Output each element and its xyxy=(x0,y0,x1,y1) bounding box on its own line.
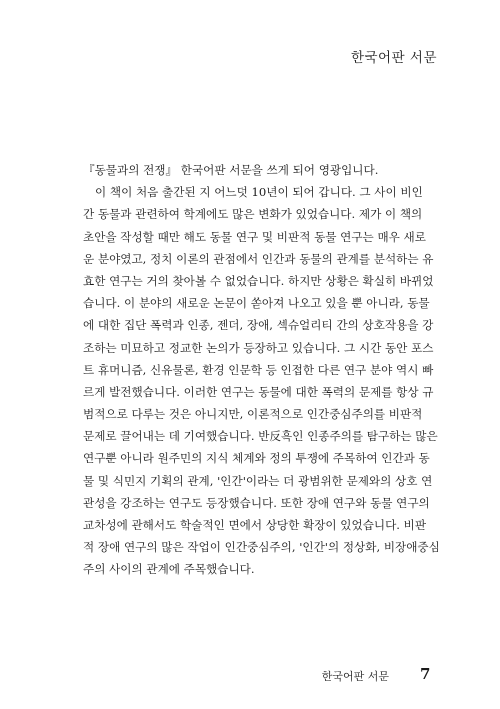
text-line: 주의 사이의 관계에 주목했습니다. xyxy=(83,562,255,577)
page-footer xyxy=(0,666,500,686)
text-line: 르게 발전했습니다. 이러한 연구는 동물에 대한 폭력의 문제를 항상 규 xyxy=(83,384,434,399)
text-line: 에 대한 집단 폭력과 인종, 젠더, 장애, 섹슈얼리티 간의 상호작용을 강 xyxy=(83,318,434,333)
text-line: 초안을 작성할 때만 해도 동물 연구 및 비판적 동물 연구는 매우 새로 xyxy=(83,229,426,244)
running-head: 한국어판 서문 xyxy=(321,670,389,683)
body-text xyxy=(83,159,440,581)
page-number: 7 xyxy=(420,665,431,683)
text-line: 연구뿐 아니라 원주민의 지식 체계와 정의 투쟁에 주목하여 인간과 동 xyxy=(83,451,430,466)
text-line: 관성을 강조하는 연구도 등장했습니다. 또한 장애 연구와 동물 연구의 xyxy=(83,495,430,510)
text-line: 조하는 미묘하고 정교한 논의가 등장하고 있습니다. 그 시간 동안 포스 xyxy=(83,340,434,355)
text-line: 효한 연구는 거의 찾아볼 수 없었습니다. 하지만 상황은 확실히 바뀌었 xyxy=(83,273,434,288)
text-line: 이 책이 처음 출간된 지 어느덧 10년이 되어 갑니다. 그 사이 비인 xyxy=(95,185,423,200)
text-line: 문제로 끌어내는 데 기여했습니다. 반反흑인 인종주의를 탐구하는 많은 xyxy=(83,429,438,444)
text-line: 범적으로 다루는 것은 아니지만, 이론적으로 인간중심주의를 비판적 xyxy=(83,407,423,422)
chapter-title: 한국어판 서문 xyxy=(350,50,437,66)
text-line: 트 휴머니즘, 신유물론, 환경 인문학 등 인접한 다른 연구 분야 역시 빠 xyxy=(83,362,434,377)
text-line: 습니다. 이 분야의 새로운 논문이 쏟아져 나오고 있을 뿐 아니라, 동물 xyxy=(83,296,430,311)
text-line: 운 분야였고, 정치 이론의 관점에서 인간과 동물의 관계를 분석하는 유 xyxy=(83,251,434,266)
text-line: 물 및 식민지 기획의 관계, '인간'이라는 더 광범위한 문제와의 상호 연 xyxy=(83,473,433,488)
text-line: 교차성에 관해서도 학술적인 면에서 상당한 확장이 있었습니다. 비판 xyxy=(83,518,427,532)
text-line: 간 동물과 관련하여 학계에도 많은 변화가 있었습니다. 제가 이 책의 xyxy=(83,207,423,222)
text-line: 적 장애 연구의 많은 작업이 인간중심주의, '인간'의 정상화, 비장애중심 xyxy=(83,540,440,555)
text-line: 『동물과의 전쟁』 한국어판 서문을 쓰게 되어 영광입니다. xyxy=(83,163,379,177)
